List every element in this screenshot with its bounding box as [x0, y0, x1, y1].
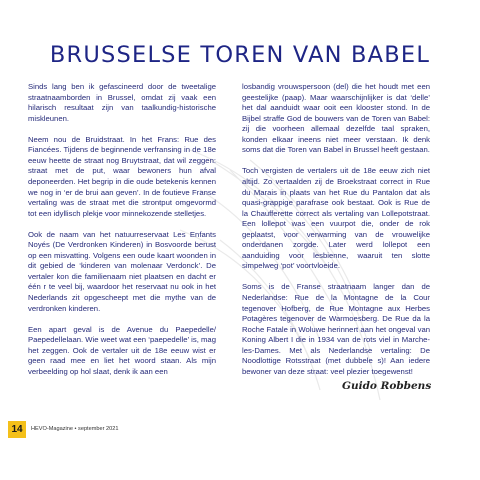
paragraph: Soms is de Franse straatnaam langer dan de Nederlandse: Rue de la Montagne de la Cour tegenover Hofberg, de Rue Montagne aux Herbes Potagères tegenover de Warmoesberg. De Rue da la Roche Fatale in Woluwe herinnert aan het ongeval van Koning Albert I die in 1934 van de rots viel in Marche-les-Dames. Met als Nederlandse vertaling: De Noodlottige Rotsstraat (met dubbele s)! Aan iedere bewoner van deze straat: veel plezier toegewenst!	[242, 282, 430, 376]
paragraph: Toch vergisten de vertalers uit de 18e eeuw zich niet altijd. Zo vertaalden zij de Broekstraat correct in Rue du Marais in plaats van het Rue du Pantalon dat als quasi-grappige parafrase ook bestaat. Ook is Rue de la Chaufferette correct als vertaling van Lollepotstraat. Een lollepot was een vuurpot die, onder de rok geplaatst, voor verwarming van de vrouwelijke onderdanen zorgde. Later werd lollepot een aanduiding voor lesbienne, waaruit ten slotte simpelweg ‘pot’ voortvloeide.	[242, 166, 430, 271]
magazine-footer-text: HEVO-Magazine • september 2021	[31, 426, 119, 432]
paragraph: Een apart geval is de Avenue du Paepedelle/ Paepedellelaan. Wie weet wat een ‘paepedelle’ is, mag het zeggen. Ook de vertaler uit de 18e eeuw wist er geen raad mee en liet het woord staan. Als mijn verbeelding op hol slaat, denk ik aan een	[28, 324, 216, 376]
paragraph: losbandig vrouwspersoon (del) die het houdt met een geestelijke (paap). Maar waarschijnlijker is dat ‘delle’ het dal aanduidt waar ooit een klooster stond. In de Bijbel straffe God de bouwers van de Toren van Babel: zij die voorheen allemaal dezelfde taal spraken, konden elkaar ineens niet meer verstaan. Ik denk soms dat die Toren van Babel in Brussel heeft gestaan.	[242, 82, 430, 155]
paragraph: Sinds lang ben ik gefascineerd door de tweetalige straatnaamborden in Brussel, omdat zij vaak een hilarisch resultaat zijn van taalkundig-historische miskleunen.	[28, 82, 216, 123]
page-number-badge: 14	[8, 421, 26, 438]
paragraph: Neem nou de Bruidstraat. In het Frans: Rue des Fiancées. Tijdens de beginnende verfransing in de 18e eeuw heette de straat nog Bruytstraat, dat wil zeggen: straat met de put, waar bewoners hun afval deponeerden. Het begrip in die oude betekenis kennen we nog in ‘er de brui aan geven’. In de foutieve Franse vertaling was de straat met die strontput omgevormd tot een idyllisch plekje voor minnekozende stelletjes.	[28, 134, 216, 218]
article-title: BRUSSELSE TOREN VAN BABEL	[49, 42, 431, 68]
page-footer	[0, 421, 480, 438]
author-signature: Guido Robbens	[342, 380, 432, 392]
paragraph: Ook de naam van het natuurreservaat Les Enfants Noyés (De Verdronken Kinderen) in Bosvoorde berust op een misvatting. Volgens een oude kaart woonden in dit gebied de ‘kinderen van molenaar Verdonck’. De vertaler kon die familienaam niet plaatsen en dacht er één r te veel bij, waardoor het reservaat nu ook in het Nederlands zit opgescheept met die mythe van de verdronken kinderen.	[28, 229, 216, 313]
left-text-column	[28, 82, 216, 388]
right-text-column	[242, 82, 430, 388]
